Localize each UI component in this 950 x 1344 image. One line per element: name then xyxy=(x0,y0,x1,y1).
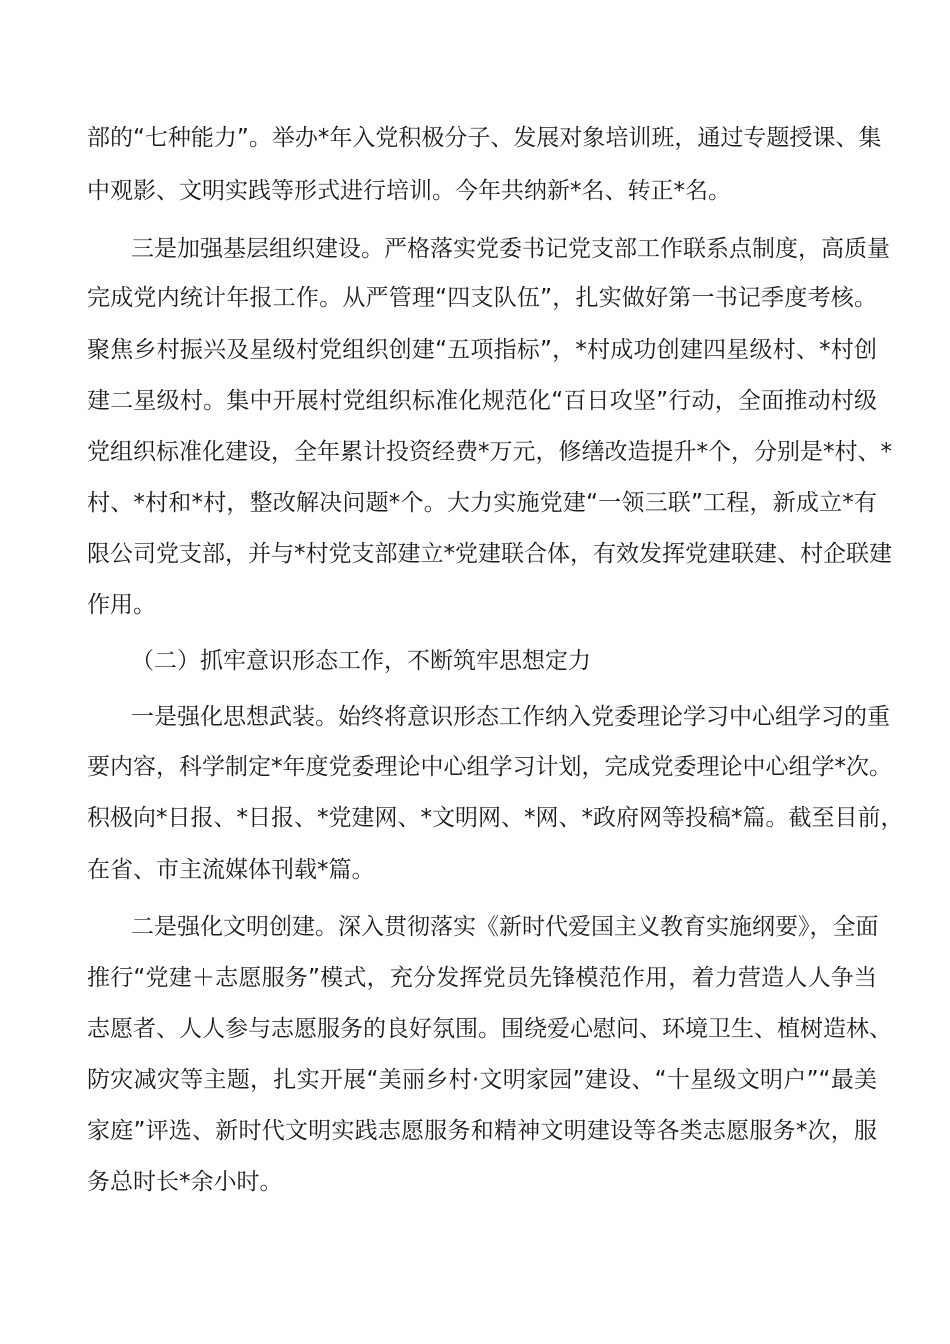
paragraph-line: 要内容，科学制定*年度党委理论中心组学习计划，完成党委理论中心组学*次。 xyxy=(87,754,892,780)
paragraph-line: 在省、市主流媒体刊载*篇。 xyxy=(87,857,375,883)
paragraph-line: 防灾减灾等主题，扎实开展“美丽乡村·文明家园”建设、“十星级文明户”“最美 xyxy=(87,1067,877,1093)
paragraph-line: 一是强化思想武装。始终将意识形态工作纳入党委理论学习中心组学习的重 xyxy=(131,704,890,730)
paragraph-line: 党组织标准化建设，全年累计投资经费*万元，修缮改造提升*个，分别是*村、* xyxy=(87,439,892,465)
paragraph-line: 建二星级村。集中开展村党组织标准化规范化“百日攻坚”行动，全面推动村级 xyxy=(87,388,877,414)
paragraph-line: 村、*村和*村，整改解决问题*个。大力实施党建“一领三联”工程，新成立*有 xyxy=(87,490,877,516)
paragraph-line: 推行“党建＋志愿服务”模式，充分发挥党员先锋模范作用，着力营造人人争当 xyxy=(87,965,877,991)
paragraph-line: 家庭”评选、新时代文明实践志愿服务和精神文明建设等各类志愿服务*次，服 xyxy=(87,1118,877,1144)
paragraph-line: 部的“七种能力”。举办*年入党积极分子、发展对象培训班，通过专题授课、集 xyxy=(87,125,882,151)
section-heading: （二）抓牢意识形态工作，不断筑牢思想定力 xyxy=(131,648,591,674)
paragraph-line: 积极向*日报、*日报、*党建网、*文明网、*网、*政府网等投稿*篇。截至目前， xyxy=(87,805,904,831)
paragraph-line: 限公司党支部，并与*村党支部建立*党建联合体，有效发挥党建联建、村企联建 xyxy=(87,541,892,567)
paragraph-line: 三是加强基层组织建设。严格落实党委书记党支部工作联系点制度，高质量 xyxy=(131,236,890,262)
paragraph-line: 二是强化文明创建。深入贯彻落实《新时代爱国主义教育实施纲要》，全面 xyxy=(131,914,879,940)
paragraph-line: 完成党内统计年报工作。从严管理“四支队伍”，扎实做好第一书记季度考核。 xyxy=(87,285,877,311)
paragraph-line: 务总时长*余小时。 xyxy=(87,1169,283,1195)
paragraph-line: 志愿者、人人参与志愿服务的良好氛围。围绕爱心慰问、环境卫生、植树造林、 xyxy=(87,1016,892,1042)
paragraph-line: 聚焦乡村振兴及星级村党组织创建“五项指标”，*村成功创建四星级村、*村创 xyxy=(87,337,877,363)
paragraph-line: 中观影、文明实践等形式进行培训。今年共纳新*名、转正*名。 xyxy=(87,178,731,204)
paragraph-line: 作用。 xyxy=(87,592,156,618)
